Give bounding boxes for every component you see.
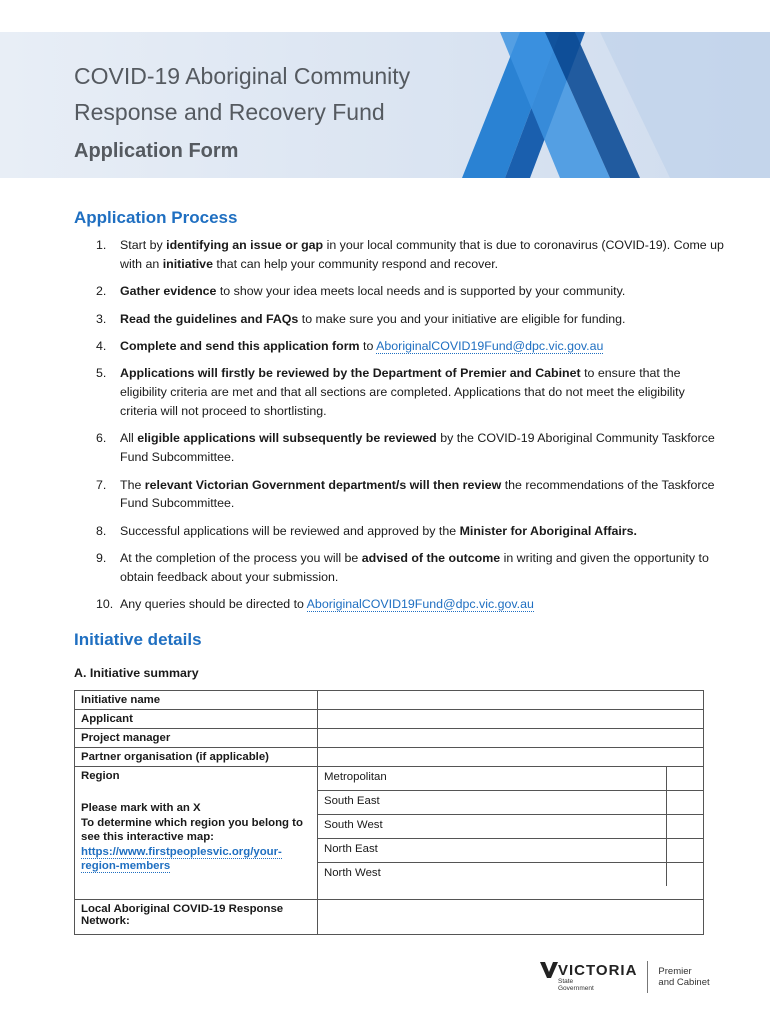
logo-divider <box>647 961 648 993</box>
step-bold: Gather evidence <box>120 284 217 299</box>
region-option-north-east <box>318 839 703 863</box>
step-text: Successful applications will be reviewed and approved by the <box>120 523 460 538</box>
table-row <box>75 748 704 767</box>
step-bold: identifying an issue or gap <box>166 238 324 252</box>
process-steps <box>74 236 724 623</box>
region-name: North West <box>318 863 667 886</box>
region-option-south-west <box>318 815 703 839</box>
step-text: by the COVID-19 Aboriginal Community Taskforce Fund Subcommittee. <box>120 431 715 465</box>
step-text: Start by <box>120 238 167 252</box>
table-row <box>75 767 704 900</box>
region-note-1: Please mark with an X <box>81 802 201 814</box>
step-number: 7. <box>96 477 107 492</box>
region-checkbox[interactable] <box>667 791 703 814</box>
page-title <box>74 58 410 130</box>
step-number: 1. <box>96 238 107 252</box>
table-row <box>75 710 704 729</box>
step-text: to make sure you and your initiative are eligible for funding. <box>298 311 626 326</box>
email-link[interactable]: AboriginalCOVID19Fund@dpc.vic.gov.au <box>376 338 604 353</box>
project-manager-label: Project manager <box>75 729 318 748</box>
step-text: that can help your community respond and recover. <box>212 256 499 271</box>
email-link[interactable]: AboriginalCOVID19Fund@dpc.vic.gov.au <box>306 597 534 612</box>
step-bold: advised of the outcome <box>361 551 501 566</box>
victoria-logo <box>540 956 710 998</box>
step-8 <box>74 522 724 541</box>
step-number: 10. <box>96 597 114 612</box>
applicant-label: Applicant <box>75 710 318 729</box>
form-title: Application Form <box>74 140 239 162</box>
region-option-metropolitan <box>318 767 703 791</box>
step-10 <box>74 595 724 614</box>
partner-label: Partner organisation (if applicable) <box>75 748 318 767</box>
vic-v-icon <box>540 962 558 978</box>
dept-line: and Cabinet <box>658 977 710 988</box>
step-number: 9. <box>96 551 107 566</box>
step-bold: relevant Victorian Government department/s will then review <box>144 477 502 492</box>
step-text: to ensure that the eligibility criteria are met and that all sections are completed. Applications that do not meet the eligibility criteria will not proceed to shortlisting. <box>120 366 685 418</box>
step-text: The <box>120 477 145 492</box>
process-heading: Application Process <box>74 208 238 227</box>
table-row <box>75 691 704 710</box>
region-option-south-east <box>318 791 703 815</box>
region-label: Region <box>81 770 120 782</box>
summary-heading: A. Initiative summary <box>74 666 199 680</box>
step-1 <box>74 236 724 274</box>
initiative-heading: Initiative details <box>74 630 202 649</box>
step-number: 3. <box>96 311 107 326</box>
region-checkbox[interactable] <box>667 863 703 886</box>
vic-wordmark: VICTORIA <box>558 961 638 979</box>
region-name: South East <box>318 791 667 814</box>
step-text: the recommendations of the Taskforce Fund Subcommittee. <box>120 477 715 511</box>
vic-sub-line: Government <box>558 985 594 992</box>
region-checkbox[interactable] <box>667 815 703 838</box>
initiative-summary-table <box>74 690 704 935</box>
step-text: At the completion of the process you will be <box>120 551 362 566</box>
step-text: to <box>359 338 377 353</box>
step-text: Any queries should be directed to <box>120 597 307 612</box>
step-5 <box>74 364 724 420</box>
step-number: 4. <box>96 338 107 353</box>
step-text: in writing and given the opportunity to obtain feedback about your submission. <box>120 551 709 584</box>
region-note-2: To determine which region you belong to see this interactive map: <box>81 816 303 844</box>
step-9 <box>74 549 724 587</box>
department-name <box>658 966 709 988</box>
region-option-north-west <box>318 863 703 886</box>
region-checkbox[interactable] <box>667 839 703 862</box>
network-label: Local Aboriginal COVID-19 Response Network: <box>75 900 318 935</box>
step-text: All <box>120 431 138 446</box>
initiative-name-label: Initiative name <box>75 691 318 710</box>
region-instructions <box>81 801 317 874</box>
step-number: 2. <box>96 284 107 299</box>
partner-field[interactable] <box>318 748 704 767</box>
region-name: North East <box>318 839 667 862</box>
initiative-name-field[interactable] <box>318 691 704 710</box>
step-bold: eligible applications will subsequently be reviewed <box>137 431 437 446</box>
region-checkbox[interactable] <box>667 767 703 790</box>
vic-subtitle <box>540 978 637 992</box>
vic-sub-line: State <box>558 978 574 985</box>
project-manager-field[interactable] <box>318 729 704 748</box>
step-number: 5. <box>96 366 107 381</box>
title-line-1: COVID-19 Aboriginal Community <box>74 63 411 89</box>
step-bold: Minister for Aboriginal Affairs. <box>459 523 637 538</box>
step-bold: initiative <box>162 256 213 271</box>
region-label-cell <box>75 767 318 900</box>
step-bold: Applications will firstly be reviewed by the Department of Premier and Cabinet <box>120 366 581 381</box>
step-number: 8. <box>96 523 107 538</box>
dept-line: Premier <box>658 966 692 977</box>
title-line-2: Response and Recovery Fund <box>74 99 385 125</box>
table-row <box>75 729 704 748</box>
region-options <box>318 767 704 900</box>
region-name: Metropolitan <box>318 767 667 790</box>
region-name: South West <box>318 815 667 838</box>
step-4 <box>74 337 724 356</box>
step-bold: Read the guidelines and FAQs <box>120 311 299 326</box>
step-2 <box>74 282 724 301</box>
step-text: in your local community that is due to coronavirus (COVID-19). Come up with an <box>120 238 724 271</box>
applicant-field[interactable] <box>318 710 704 729</box>
vic-logo-mark <box>540 962 637 992</box>
region-map-link[interactable]: https://www.firstpeoplesvic.org/your-region-members <box>81 845 282 873</box>
step-6 <box>74 429 724 467</box>
step-bold: Complete and send this application form <box>120 338 360 353</box>
table-row <box>75 900 704 935</box>
network-field[interactable] <box>318 900 704 935</box>
step-text: to show your idea meets local needs and is supported by your community. <box>216 284 626 299</box>
step-number: 6. <box>96 431 107 446</box>
step-7 <box>74 476 724 514</box>
step-3 <box>74 310 724 329</box>
